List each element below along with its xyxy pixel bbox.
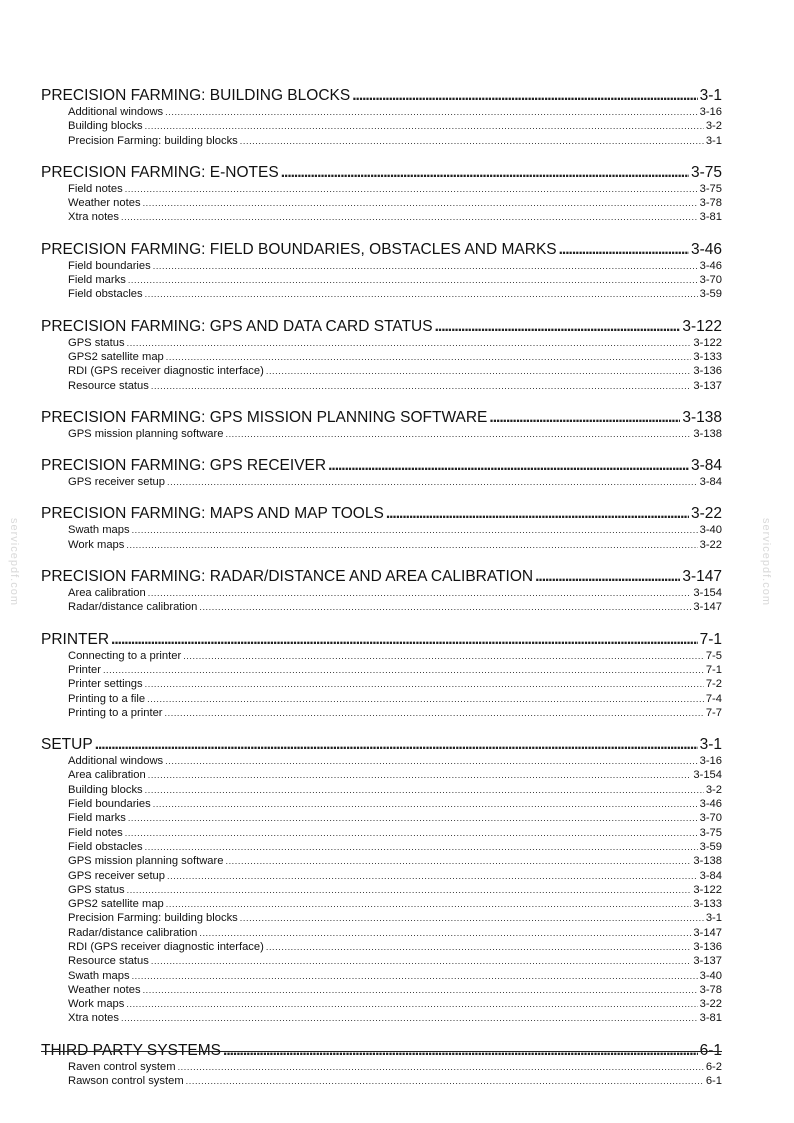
index-section <box>41 630 722 720</box>
dot-leader <box>240 134 704 148</box>
section-heading <box>41 408 722 427</box>
index-entry <box>41 997 722 1011</box>
dot-leader <box>128 811 698 825</box>
entry-page: 3-154 <box>693 587 722 600</box>
entry-page: 7-7 <box>705 706 722 719</box>
dot-leader <box>121 210 698 224</box>
index-section <box>41 735 722 1026</box>
entry-page: 3-1 <box>705 912 722 925</box>
index-section <box>41 567 722 615</box>
entry-page: 3-154 <box>693 769 722 782</box>
entry-page: 3-2 <box>705 783 722 796</box>
entry-label: Field obstacles <box>68 840 143 853</box>
section-title: PRECISION FARMING: E-NOTES <box>41 163 279 181</box>
dot-leader <box>266 940 692 954</box>
section-page: 7-1 <box>699 630 722 648</box>
entry-page: 3-22 <box>699 538 722 551</box>
dot-leader <box>352 86 697 105</box>
entry-page: 3-137 <box>693 379 722 392</box>
entry-page: 3-1 <box>705 134 722 147</box>
entry-label: GPS receiver setup <box>68 476 166 489</box>
dot-leader <box>127 336 692 350</box>
dot-leader <box>199 600 691 614</box>
entry-label: Xtra notes <box>68 211 119 224</box>
entry-label: GPS mission planning software <box>68 427 224 440</box>
entry-page: 3-22 <box>699 998 722 1011</box>
section-gap <box>41 489 722 504</box>
entry-page: 7-1 <box>705 663 722 676</box>
index-entry <box>41 273 722 287</box>
index-entry <box>41 182 722 196</box>
index-entry <box>41 287 722 301</box>
index-entry <box>41 940 722 954</box>
dot-leader <box>151 954 692 968</box>
entry-page: 3-138 <box>693 855 722 868</box>
section-heading <box>41 630 722 649</box>
dot-leader <box>240 911 704 925</box>
dot-leader <box>165 105 697 119</box>
entry-label: Additional windows <box>68 755 164 768</box>
dot-leader <box>167 869 698 883</box>
entry-label: GPS2 satellite map <box>68 350 164 363</box>
index-section <box>41 456 722 489</box>
dot-leader <box>183 649 704 663</box>
entry-label: RDI (GPS receiver diagnostic interface) <box>68 365 264 378</box>
dot-leader <box>111 630 698 649</box>
index-entry <box>41 259 722 273</box>
index-entry <box>41 649 722 663</box>
entry-page: 3-136 <box>693 940 722 953</box>
entry-page: 3-78 <box>699 197 722 210</box>
entry-label: Radar/distance calibration <box>68 926 198 939</box>
index-entry <box>41 983 722 997</box>
index-section <box>41 86 722 148</box>
index-entry <box>41 427 722 441</box>
entry-label: RDI (GPS receiver diagnostic interface) <box>68 940 264 953</box>
section-title: PRECISION FARMING: BUILDING BLOCKS <box>41 87 351 104</box>
dot-leader <box>386 504 689 523</box>
index-entry <box>41 677 722 691</box>
section-gap <box>41 148 722 163</box>
section-title: PRECISION FARMING: MAPS AND MAP TOOLS <box>41 505 384 523</box>
entry-page: 3-46 <box>699 798 722 811</box>
dot-leader <box>145 677 704 691</box>
section-heading <box>41 240 722 259</box>
index-entry <box>41 586 722 600</box>
entry-page: 3-70 <box>699 812 722 825</box>
section-title: THIRD PARTY SYSTEMS <box>41 1041 222 1059</box>
dot-leader <box>145 783 704 797</box>
index-entry <box>41 196 722 210</box>
index-section <box>41 240 722 302</box>
entry-label: Precision Farming: building blocks <box>68 912 238 925</box>
dot-leader <box>126 538 697 552</box>
entry-label: Field boundaries <box>68 259 151 272</box>
entry-label: Field marks <box>68 274 126 287</box>
index-entry <box>41 663 722 677</box>
section-gap <box>41 615 722 630</box>
entry-label: Printer settings <box>68 678 143 691</box>
entry-page: 3-122 <box>693 883 722 896</box>
index-entry <box>41 523 722 537</box>
dot-leader <box>186 1074 704 1088</box>
dot-leader <box>145 119 704 133</box>
entry-page: 3-40 <box>699 524 722 537</box>
entry-page: 7-2 <box>705 678 722 691</box>
index-section <box>41 317 722 393</box>
entry-label: GPS receiver setup <box>68 869 166 882</box>
index-entry <box>41 105 722 119</box>
index-entry <box>41 210 722 224</box>
dot-leader <box>148 768 692 782</box>
entry-page: 7-5 <box>705 649 722 662</box>
dot-leader <box>166 350 692 364</box>
entry-label: Printer <box>68 663 101 676</box>
dot-leader <box>225 427 691 441</box>
index-entry <box>41 768 722 782</box>
section-title: PRECISION FARMING: FIELD BOUNDARIES, OBSTACLES AND MARKS <box>41 240 557 258</box>
entry-label: Connecting to a printer <box>68 649 182 662</box>
index-entry <box>41 692 722 706</box>
entry-label: Field notes <box>68 826 123 839</box>
dot-leader <box>281 163 689 182</box>
section-page: 3-147 <box>682 568 722 586</box>
bottom-rule <box>41 1051 722 1052</box>
entry-page: 3-46 <box>699 259 722 272</box>
entry-page: 3-133 <box>693 898 722 911</box>
dot-leader <box>143 196 698 210</box>
index-section <box>41 504 722 552</box>
index-entry <box>41 954 722 968</box>
entry-page: 3-136 <box>693 365 722 378</box>
index-entry <box>41 869 722 883</box>
entry-page: 3-81 <box>699 1012 722 1025</box>
entry-label: Printing to a file <box>68 692 146 705</box>
index-entry <box>41 826 722 840</box>
dot-leader <box>132 969 698 983</box>
dot-leader <box>535 567 680 586</box>
entry-page: 7-4 <box>705 692 722 705</box>
dot-leader <box>166 897 692 911</box>
section-title: SETUP <box>41 736 93 754</box>
section-title: PRINTER <box>41 630 110 648</box>
index-entry <box>41 134 722 148</box>
entry-label: GPS mission planning software <box>68 855 224 868</box>
entry-label: Resource status <box>68 955 149 968</box>
dot-leader <box>167 475 698 489</box>
dot-leader <box>148 586 692 600</box>
index-entry <box>41 1074 722 1088</box>
entry-page: 3-16 <box>699 106 722 118</box>
entry-page: 3-59 <box>699 288 722 301</box>
section-page: 3-122 <box>682 317 722 335</box>
section-page: 3-46 <box>690 240 722 258</box>
dot-leader <box>145 287 698 301</box>
entry-page: 3-137 <box>693 955 722 968</box>
dot-leader <box>132 523 698 537</box>
section-gap <box>41 393 722 408</box>
entry-page: 3-81 <box>699 211 722 224</box>
index-entry <box>41 1060 722 1074</box>
dot-leader <box>178 1060 704 1074</box>
section-heading <box>41 504 722 523</box>
entry-label: Work maps <box>68 998 125 1011</box>
dot-leader <box>328 456 689 475</box>
section-gap <box>41 552 722 567</box>
entry-label: Weather notes <box>68 983 141 996</box>
entry-label: Field marks <box>68 812 126 825</box>
watermark-left: servicepdf.com <box>7 518 20 606</box>
dot-leader <box>125 826 698 840</box>
index-entry <box>41 754 722 768</box>
section-heading <box>41 456 722 475</box>
section-gap <box>41 720 722 735</box>
section-page: 3-75 <box>690 163 722 181</box>
dot-leader <box>199 926 691 940</box>
entry-label: Printing to a printer <box>68 706 163 719</box>
dot-leader <box>145 840 698 854</box>
dot-leader <box>225 854 691 868</box>
entry-label: Xtra notes <box>68 1012 119 1025</box>
entry-label: Field boundaries <box>68 798 151 811</box>
dot-leader <box>143 983 698 997</box>
dot-leader <box>127 883 692 897</box>
section-page: 3-1 <box>699 87 722 104</box>
index-entry <box>41 119 722 133</box>
dot-leader <box>165 754 697 768</box>
entry-label: GPS status <box>68 336 125 349</box>
index-entry <box>41 854 722 868</box>
index-entry <box>41 840 722 854</box>
index-entry <box>41 706 722 720</box>
index-list <box>41 86 722 1088</box>
entry-label: Swath maps <box>68 524 130 537</box>
index-entry <box>41 336 722 350</box>
entry-label: Field obstacles <box>68 288 143 301</box>
section-gap <box>41 441 722 456</box>
index-entry <box>41 897 722 911</box>
dot-leader <box>153 797 698 811</box>
dot-leader <box>121 1011 698 1025</box>
entry-label: Area calibration <box>68 769 146 782</box>
entry-label: Swath maps <box>68 969 130 982</box>
dot-leader <box>559 240 689 259</box>
section-heading <box>41 86 722 105</box>
entry-page: 3-2 <box>705 120 722 133</box>
dot-leader <box>128 273 698 287</box>
dot-leader <box>153 259 698 273</box>
dot-leader <box>489 408 680 427</box>
dot-leader <box>125 182 698 196</box>
entry-page: 3-133 <box>693 350 722 363</box>
index-entry <box>41 969 722 983</box>
index-entry <box>41 600 722 614</box>
section-heading <box>41 567 722 586</box>
index-section <box>41 1041 722 1089</box>
section-gap <box>41 225 722 240</box>
entry-page: 3-78 <box>699 983 722 996</box>
entry-label: Rawson control system <box>68 1075 184 1088</box>
entry-label: Building blocks <box>68 783 143 796</box>
entry-label: Area calibration <box>68 587 146 600</box>
index-entry <box>41 1011 722 1025</box>
entry-page: 3-75 <box>699 826 722 839</box>
entry-page: 3-70 <box>699 274 722 287</box>
dot-leader <box>95 735 698 754</box>
entry-page: 3-147 <box>693 926 722 939</box>
entry-label: Additional windows <box>68 106 164 118</box>
dot-leader <box>126 997 697 1011</box>
section-title: PRECISION FARMING: GPS MISSION PLANNING SOFTWARE <box>41 408 488 426</box>
section-heading <box>41 317 722 336</box>
entry-page: 3-59 <box>699 840 722 853</box>
dot-leader <box>151 379 692 393</box>
entry-label: GPS status <box>68 883 125 896</box>
section-page: 3-138 <box>682 408 722 426</box>
index-entry <box>41 475 722 489</box>
entry-page: 3-84 <box>699 869 722 882</box>
entry-label: Resource status <box>68 379 149 392</box>
entry-page: 3-84 <box>699 476 722 489</box>
section-gap <box>41 1026 722 1041</box>
dot-leader <box>147 692 704 706</box>
entry-label: GPS2 satellite map <box>68 898 164 911</box>
dot-leader <box>266 364 692 378</box>
entry-page: 3-147 <box>693 601 722 614</box>
entry-page: 3-16 <box>699 755 722 768</box>
section-heading <box>41 163 722 182</box>
section-page: 3-22 <box>690 505 722 523</box>
entry-label: Building blocks <box>68 120 143 133</box>
index-entry <box>41 350 722 364</box>
entry-page: 3-75 <box>699 182 722 195</box>
index-entry <box>41 538 722 552</box>
entry-page: 3-122 <box>693 336 722 349</box>
index-entry <box>41 783 722 797</box>
index-entry <box>41 811 722 825</box>
entry-page: 6-1 <box>705 1075 722 1088</box>
entry-label: Precision Farming: building blocks <box>68 134 238 147</box>
index-entry <box>41 379 722 393</box>
section-title: PRECISION FARMING: RADAR/DISTANCE AND AREA CALIBRATION <box>41 568 534 586</box>
dot-leader <box>103 663 704 677</box>
index-entry <box>41 797 722 811</box>
entry-page: 3-138 <box>693 427 722 440</box>
entry-label: Raven control system <box>68 1060 176 1073</box>
section-heading <box>41 735 722 754</box>
entry-label: Field notes <box>68 182 123 195</box>
index-entry <box>41 364 722 378</box>
index-entry <box>41 883 722 897</box>
entry-page: 3-40 <box>699 969 722 982</box>
watermark-right: servicepdf.com <box>759 518 772 606</box>
index-section <box>41 408 722 441</box>
section-gap <box>41 302 722 317</box>
index-section <box>41 163 722 225</box>
dot-leader <box>165 706 704 720</box>
section-page: 3-1 <box>699 736 722 754</box>
section-title: PRECISION FARMING: GPS AND DATA CARD STATUS <box>41 317 433 335</box>
index-entry <box>41 911 722 925</box>
dot-leader <box>435 317 681 336</box>
section-page: 3-84 <box>690 457 722 475</box>
entry-label: Radar/distance calibration <box>68 601 198 614</box>
entry-label: Weather notes <box>68 197 141 210</box>
section-title: PRECISION FARMING: GPS RECEIVER <box>41 457 327 475</box>
entry-page: 6-2 <box>705 1060 722 1073</box>
index-entry <box>41 926 722 940</box>
section-page: 6-1 <box>699 1041 722 1059</box>
entry-label: Work maps <box>68 538 125 551</box>
